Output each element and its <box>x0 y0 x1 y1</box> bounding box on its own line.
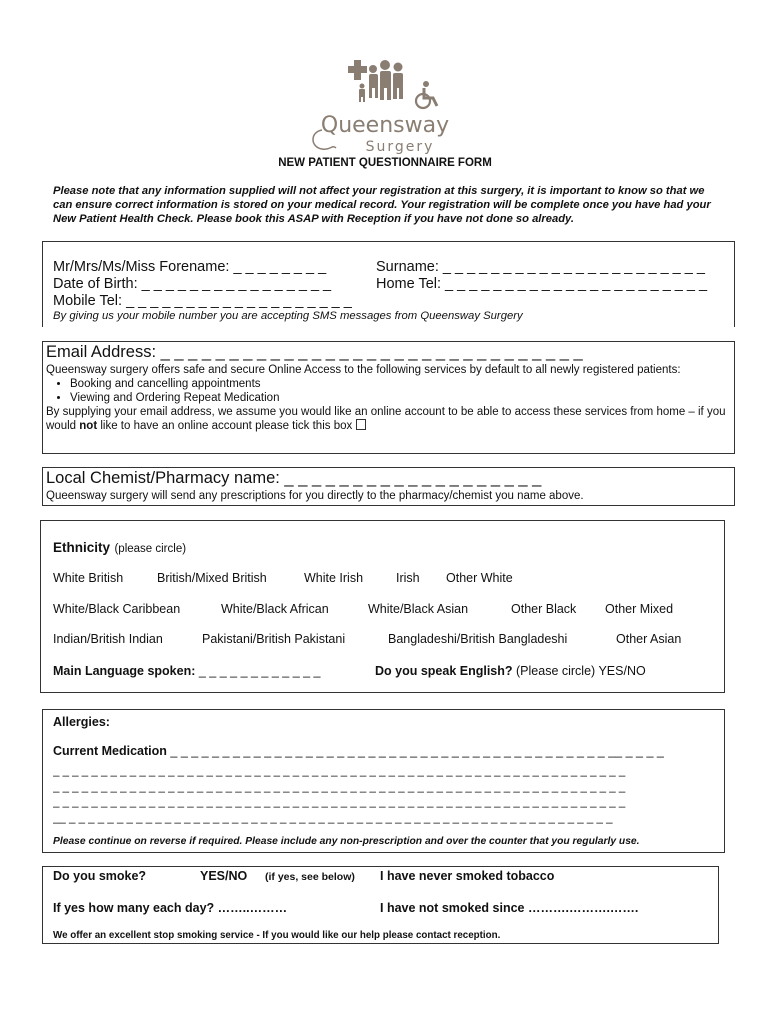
pharmacy-label: Local Chemist/Pharmacy name <box>46 469 276 487</box>
online-services-list <box>46 377 726 405</box>
smoke-instruction: (if yes, see below) <box>265 871 355 883</box>
family-icon <box>300 52 470 162</box>
quit-date-field[interactable]: I have not smoked since ……….……….……. <box>380 901 639 915</box>
medication-field[interactable]: _ _ _ _ _ _ _ _ _ _ _ _ _ _ _ _ _ _ _ _ _ _ _ _ _ _ _ _ _ _ _ _ _ _ _ _ _ _ _ _ _ _ __ _ _ _ _ <box>170 744 664 758</box>
english-yes-no[interactable]: YES/NO <box>598 664 646 678</box>
ethnicity-option[interactable]: Other White <box>446 571 513 585</box>
ethnicity-option[interactable]: White/Black Caribbean <box>53 602 181 616</box>
ethnicity-option[interactable]: White British <box>53 571 124 585</box>
medication-line[interactable]: _ _ _ _ _ _ _ _ _ _ _ _ _ _ _ _ _ _ _ _ _ _ _ _ _ _ _ _ _ _ _ _ _ _ _ _ _ _ _ _ _ _ _ _ _ _ _ _ _ _ _ _ _ _ _ _ _ _ _ _ <box>53 765 626 777</box>
language-row <box>53 664 321 678</box>
online-access-description <box>46 363 726 433</box>
surgery-logo <box>300 52 470 162</box>
smoke-question: Do you smoke? <box>53 869 147 883</box>
ethnicity-option[interactable]: Irish <box>396 571 420 585</box>
never-smoked-option[interactable]: I have never smoked tobacco <box>380 869 555 883</box>
cigarettes-per-day-field[interactable]: If yes how many each day? ……..……… <box>53 901 288 915</box>
ethnicity-option[interactable]: British/Mixed British <box>157 571 267 585</box>
email-label: Email Address <box>46 343 152 361</box>
medication-note: Please continue on reverse if required. Please include any non-prescription and over the counter that you regularly use. <box>53 836 640 847</box>
smoke-yes-no[interactable]: YES/NO <box>200 869 248 883</box>
ethnicity-option[interactable]: White/Black Asian <box>368 602 469 616</box>
surname-field[interactable]: : _ _ _ _ _ _ _ _ _ _ _ _ _ _ _ _ _ _ _ _ _ _ <box>434 259 705 275</box>
home-tel-row <box>376 276 707 292</box>
pharmacy-note: Queensway surgery will send any prescriptions for you directly to the pharmacy/chemist you name above. <box>46 490 584 502</box>
english-row <box>375 664 646 678</box>
surname-row <box>376 259 705 275</box>
logo-wordmark: Queensway <box>320 113 450 138</box>
email-field[interactable]: : _ _ _ _ _ _ _ _ _ _ _ _ _ _ _ _ _ _ _ _ _ _ _ _ _ _ _ _ _ _ _ <box>151 343 583 361</box>
allergies-label: Allergies: <box>53 715 110 729</box>
english-instruction: (Please circle) <box>516 664 596 678</box>
pharmacy-field[interactable]: : _ _ _ _ _ _ _ _ _ _ _ _ _ _ _ _ _ _ _ <box>275 469 542 487</box>
ethnicity-option[interactable]: Pakistani/British Pakistani <box>202 632 346 646</box>
ethnicity-instruction: (please circle) <box>114 543 187 555</box>
dob-label: Date of Birth <box>53 276 134 292</box>
sms-note: By giving us your mobile number you are accepting SMS messages from Queensway Surgery <box>53 310 523 322</box>
online-account-consent: By supplying your email address, we assume you would like an online account to be able to access these services from home – if you would not like to have an online account please tick this box <box>46 406 726 432</box>
opt-out-checkbox[interactable] <box>356 419 366 430</box>
dob-field[interactable]: : _ _ _ _ _ _ _ _ _ _ _ _ _ _ _ _ <box>133 276 332 292</box>
language-label: Main Language spoken: <box>53 664 196 678</box>
logo-subtitle: Surgery <box>365 139 435 155</box>
mobile-field[interactable]: : _ _ _ _ _ _ _ _ _ _ _ _ _ _ _ _ _ _ _ <box>118 293 352 309</box>
medication-line[interactable]: _ _ _ _ _ _ _ _ _ _ _ _ _ _ _ _ _ _ _ _ _ _ _ _ _ _ _ _ _ _ _ _ _ _ _ _ _ _ _ _ _ _ _ _ _ _ _ _ _ _ _ _ _ _ _ _ _ _ _ _ <box>53 796 626 808</box>
medication-lines <box>53 764 713 826</box>
form-title: NEW PATIENT QUESTIONNAIRE FORM <box>278 157 492 169</box>
email-row <box>46 343 583 362</box>
ethnicity-heading: Ethnicity <box>53 540 111 555</box>
surname-label: Surname <box>376 259 435 275</box>
language-field[interactable]: _ _ _ _ _ _ _ _ _ _ _ _ <box>198 664 321 678</box>
mobile-row <box>53 293 352 309</box>
ethnicity-option[interactable]: Bangladeshi/British Bangladeshi <box>388 632 568 646</box>
medication-line[interactable]: _ _ _ _ _ _ _ _ _ _ _ _ _ _ _ _ _ _ _ _ _ _ _ _ _ _ _ _ _ _ _ _ _ _ _ _ _ _ _ _ _ _ _ _ _ _ _ _ _ _ _ _ _ _ _ _ _ _ _ _ <box>53 780 626 793</box>
forename-row <box>53 259 326 275</box>
ethnicity-option[interactable]: Other Black <box>511 602 577 616</box>
medication-row <box>53 744 664 758</box>
stop-smoking-note: We offer an excellent stop smoking service - If you would like our help please contact reception. <box>53 930 501 941</box>
forename-field[interactable]: : _ _ _ _ _ _ _ _ <box>225 259 327 275</box>
ethnicity-option[interactable]: White Irish <box>304 571 364 585</box>
online-access-intro: Queensway surgery offers safe and secure Online Access to the following services by default to all newly registered patients: <box>46 364 681 376</box>
english-question: Do you speak English? <box>375 664 513 678</box>
pharmacy-row <box>46 469 541 488</box>
ethnicity-option[interactable]: White/Black African <box>221 602 329 616</box>
dob-row <box>53 276 331 292</box>
mobile-label: Mobile Tel <box>53 293 119 309</box>
intro-paragraph: Please note that any information supplied will not affect your registration at this surgery, it is important to know so that we can ensure correct information is stored on your medical record. Your registration will be complete once you have had your New Patient Health Check. Please book this ASAP with Reception if you have not done so already. <box>53 185 711 225</box>
home-tel-field[interactable]: : _ _ _ _ _ _ _ _ _ _ _ _ _ _ _ _ _ _ _ _ _ _ <box>436 276 708 292</box>
forename-label: Mr/Mrs/Ms/Miss Forename <box>53 259 226 275</box>
ethnicity-option[interactable]: Indian/British Indian <box>53 632 163 646</box>
home-tel-label: Home Tel <box>376 276 437 292</box>
ethnicity-option[interactable]: Other Asian <box>616 632 682 646</box>
list-item: • Booking and cancelling appointments <box>70 377 726 391</box>
ethnicity-heading-row <box>53 539 186 557</box>
ethnicity-option[interactable]: Other Mixed <box>605 602 674 616</box>
list-item: • Viewing and Ordering Repeat Medication <box>70 391 726 405</box>
medication-label: Current Medication <box>53 744 167 758</box>
medication-line[interactable]: __ _ _ _ _ _ _ _ _ _ _ _ _ _ _ _ _ _ _ _ _ _ _ _ _ _ _ _ _ _ _ _ _ _ _ _ _ _ _ _ _ _ _ _ _ _ _ _ _ _ _ _ _ _ _ _ _ _ <box>53 811 613 824</box>
